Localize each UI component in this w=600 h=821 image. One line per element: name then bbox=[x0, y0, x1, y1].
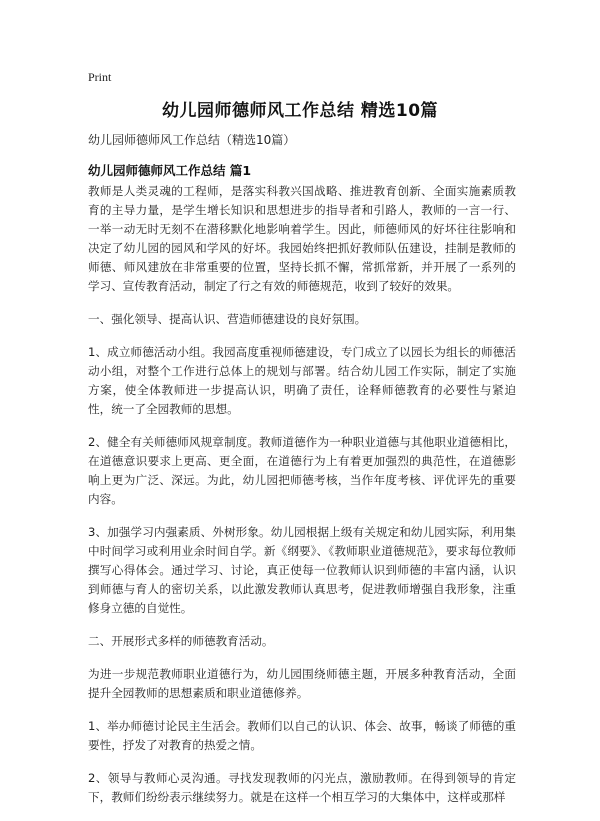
section-heading: 幼儿园师德师风工作总结 篇1 bbox=[88, 163, 252, 178]
paragraph: 2、领导与教师心灵沟通。寻找发现教师的闪光点，激励教师。在得到领导的肯定下，教师们纷纷表示继续努力。就是在这样一个相互学习的大集体中，这样或那样 bbox=[88, 771, 516, 804]
paragraph: 3、加强学习内强素质、外树形象。幼儿园根据上级有关规定和幼儿园实际，利用集中时间学习或利用业余时间自学。新《纲要》、《教师职业道德规范》，要求每位教师撰写心得体会。通过学习、讨论，真正使每一位教师认识到师德的丰富内涵，认识到师德与育人的密切关系，以此激发教师认真思考，促进教师增强自我形象，注重修身立德的自觉性。 bbox=[88, 525, 516, 615]
print-link[interactable]: Print bbox=[88, 70, 112, 84]
paragraph: 为进一步规范教师职业道德行为，幼儿园围绕师德主题，开展多种教育活动，全面提升全园教师的思想素质和职业道德修养。 bbox=[88, 667, 516, 700]
paragraph: 教师是人类灵魂的工程师，是落实科教兴国战略、推进教育创新、全面实施素质教育的主导力量，是学生增长知识和思想进步的指导者和引路人，教师的一言一行、一举一动无时无刻不在潜移默化地影响着学生。因此，师德师风的好坏往往影响和决定了幼儿园的园风和学风的好坏。我园始终把抓好教师队伍建设，挂制是教师的师德、师风建放在非常重要的位置，坚持长抓不懈，常抓常新，并开展了一系列的学习、宣传教育活动，制定了行之有效的师德规范，收到了较好的效果。 bbox=[88, 184, 516, 293]
page-title: 幼儿园师德师风工作总结 精选10篇 bbox=[161, 101, 439, 121]
document-subtitle: 幼儿园师德师风工作总结（精选10篇） bbox=[88, 133, 296, 147]
paragraph: 2、健全有关师德师风规章制度。教师道德作为一种职业道德与其他职业道德相比，在道德意识要求上更高、更全面，在道德行为上有着更加强烈的典范性，在道德影响上更为广泛、深远。为此，幼儿园把师德考核，当作年度考核、评优评先的重要内容。 bbox=[88, 435, 516, 506]
paragraph: 1、成立师德活动小组。我园高度重视师德建设，专门成立了以园长为组长的师德活动小组，对整个工作进行总体上的规划与部署。结合幼儿园工作实际，制定了实施方案，使全体教师进一步提高认识，明确了责任，诠释师德教育的必要性与紧迫性，统一了全园教师的思想。 bbox=[88, 345, 516, 416]
paragraph: 1、举办师德讨论民主生活会。教师们以自己的认识、体会、故事，畅谈了师德的重要性，抒发了对教育的热爱之情。 bbox=[88, 719, 516, 752]
article-body bbox=[88, 182, 516, 821]
paragraph: 二、开展形式多样的师德教育活动。 bbox=[88, 634, 274, 648]
paragraph: 一、强化领导、提高认识、营造师德建设的良好氛围。 bbox=[88, 312, 367, 326]
